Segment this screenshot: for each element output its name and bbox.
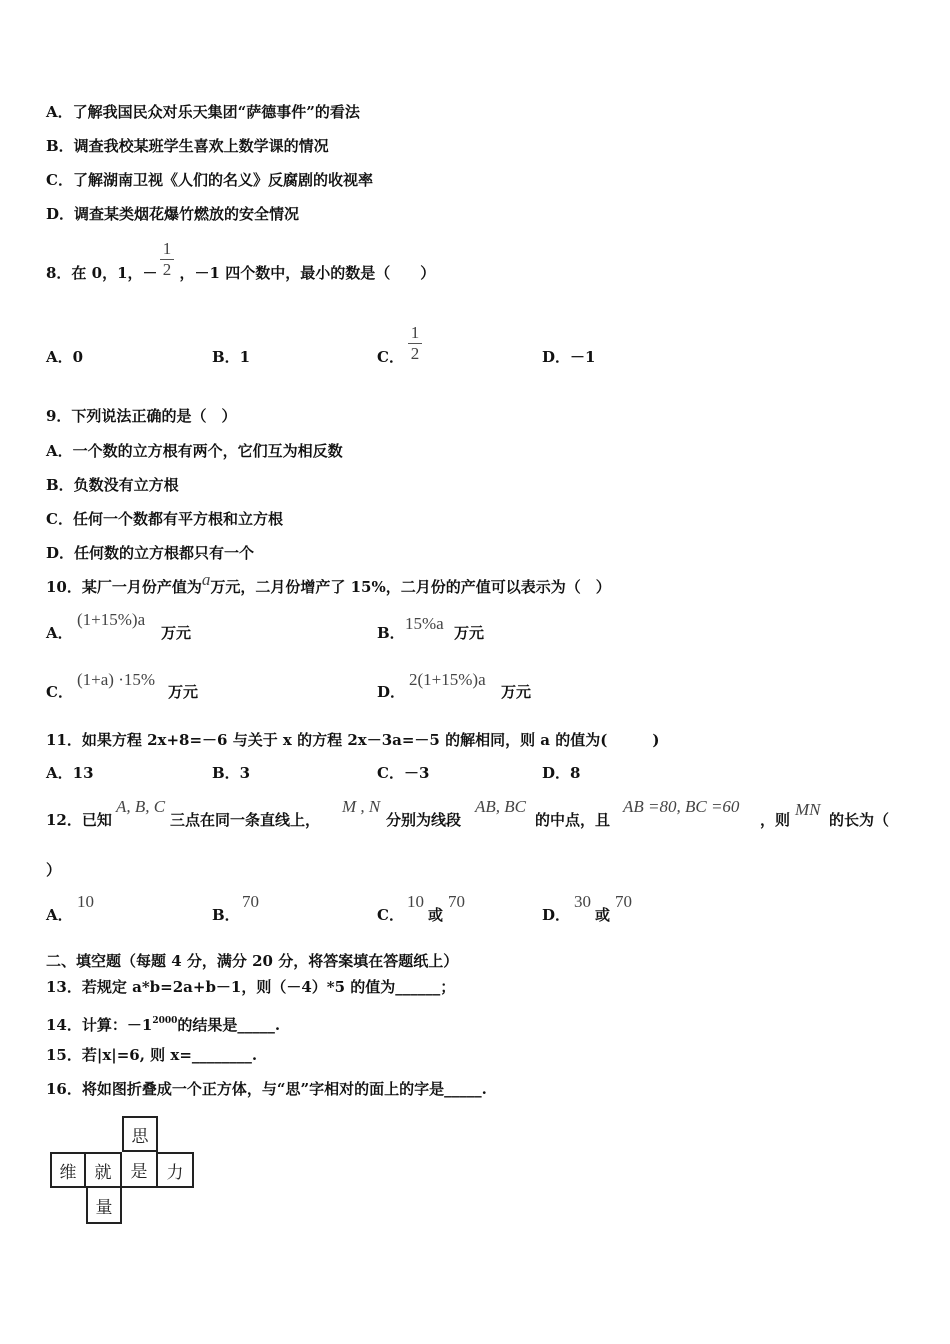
q14 [46,1011,280,1035]
q12-option-c-or: 或 [428,906,444,924]
q10-option-c-math: (1+a) ·15% [77,670,156,689]
q7-option-b: B．调查我校某班学生喜欢上数学课的情况 [46,137,329,155]
q11-option-c: C．－3 [377,764,430,782]
q8-option-d: D．－1 [542,348,596,366]
q14-exponent: 2000 [152,1016,178,1026]
q8-option-a: A．0 [46,348,84,366]
net-cell-bottom: 量 [86,1188,122,1224]
q9-stem: 9．下列说法正确的是（ ） [46,407,237,425]
q12-stem-part3: 分别为线段 [386,811,462,829]
q12-stem-part1: 12．已知 [46,811,112,829]
q10-option-b-label: B． [377,624,405,642]
net-cell-row-4: 力 [158,1152,194,1188]
q8-stem [46,260,436,283]
q12-points-mn: M , N [342,797,381,816]
q10-option-a-unit: 万元 [161,624,192,642]
q8-stem-post: ，－1 四个数中，最小的数是（ ） [179,264,436,282]
q12-option-a-label: A． [46,906,73,924]
q12-segments: AB, BC [475,797,526,816]
q7-option-a: A．了解我国民众对乐天集团“萨德事件”的看法 [46,103,360,121]
q10-option-a-math: (1+15%)a [77,610,146,629]
q10-option-a-label: A． [46,624,73,642]
q8-stem-pre: 8．在 0，1，－ [46,264,158,282]
q10-option-d-unit: 万元 [501,683,532,701]
q12-option-d-or: 或 [595,906,611,924]
q11-option-d: D．8 [542,764,581,782]
q10-option-b-unit: 万元 [454,624,485,642]
q10-option-d-label: D． [377,683,406,701]
q12-mn: MN [795,800,821,819]
q10-stem-pre: 10．某厂一月份产值为 [46,578,202,596]
q9-option-d: D．任何数的立方根都只有一个 [46,544,255,562]
q8-fraction [160,240,174,279]
q9-option-b: B．负数没有立方根 [46,476,179,494]
section-2-heading: 二、填空题（每题 4 分，满分 20 分，将答案填在答题纸上） [46,952,459,970]
q12-option-d-value2: 70 [615,892,632,911]
q16: 16．将如图折叠成一个正方体，与“思”字相对的面上的字是_____. [46,1080,487,1098]
q7-option-c: C．了解湖南卫视《人们的名义》反腐剧的收视率 [46,171,373,189]
q10-var: a [201,570,211,589]
q8-opt-c-den: 2 [410,344,420,363]
net-cell-row-1: 维 [50,1152,86,1188]
q10-stem [46,570,611,597]
q14-pre: 14．计算：－1 [46,1016,153,1034]
q12-option-c-value2: 70 [448,892,465,911]
q15: 15．若|x|=6, 则 x=________. [46,1046,258,1064]
q12-option-c-label: C． [377,906,404,924]
q11-option-a: A．13 [46,764,94,782]
q8-option-b: B．1 [212,348,251,366]
q12-option-b-value: 70 [242,892,259,911]
q11-option-b: B．3 [212,764,251,782]
q8-opt-c-num: 1 [410,323,420,342]
q8-option-c-fraction [408,324,422,363]
q10-option-b-math: 15%a [405,614,444,633]
q7-option-d: D．调查某类烟花爆竹燃放的安全情况 [46,205,300,223]
q10-option-d-math: 2(1+15%)a [409,670,486,689]
q8-frac-num: 1 [162,239,172,258]
net-cell-row-2: 就 [86,1152,122,1188]
q8-frac-den: 2 [162,260,172,279]
q14-post: 的结果是_____. [177,1016,281,1034]
q12-option-b-label: B． [212,906,240,924]
q10-stem-post: 万元，二月份增产了 15%，二月份的产值可以表示为（ ） [210,578,611,596]
net-cell-top: 思 [122,1116,158,1152]
q12-stem-part2: 三点在同一条直线上， [170,811,321,829]
q12-points-abc: A, B, C [116,797,166,816]
net-cell-row-3: 是 [122,1152,158,1188]
q12-stem-part6: 的长为（ [829,811,890,829]
q12-stem-part5: ，则 [760,811,791,829]
q10-option-c-label: C． [46,683,73,701]
q9-option-a: A．一个数的立方根有两个，它们互为相反数 [46,442,343,460]
q12-stem-part4: 的中点，且 [535,811,611,829]
q12-option-a-value: 10 [77,892,94,911]
q9-option-c: C．任何一个数都有平方根和立方根 [46,510,283,528]
q12-lengths: AB =80, BC =60 [623,797,740,816]
q13: 13．若规定 a*b=2a+b－1，则（－4）*5 的值为______； [46,978,456,996]
q11-stem: 11．如果方程 2x+8=－6 与关于 x 的方程 2x－3a=－5 的解相同，则 a 的值为( ) [46,731,660,749]
q12-option-d-value1: 30 [574,892,591,911]
q12-stem-close: ） [46,861,62,879]
q12-option-c-value1: 10 [407,892,424,911]
q10-option-c-unit: 万元 [168,683,199,701]
q8-option-c: C． [377,348,404,366]
q12-option-d-label: D． [542,906,571,924]
